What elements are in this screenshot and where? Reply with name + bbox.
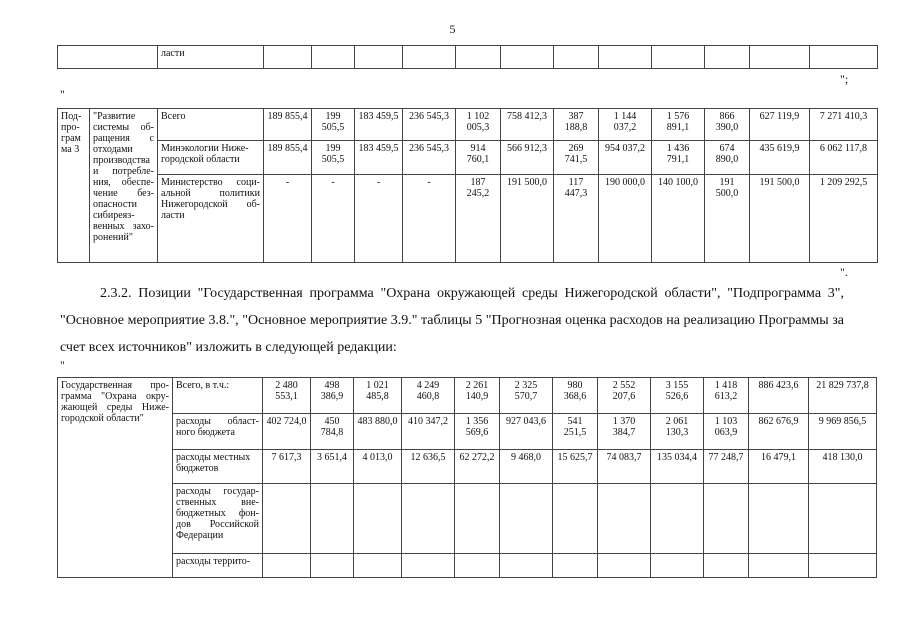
value-cell: 2 061 130,3 (651, 414, 704, 450)
page-number: 5 (449, 22, 456, 36)
quote-close-2: ". (840, 265, 848, 279)
value-cell: 191 500,0 (705, 175, 750, 263)
value-cell: 2 552 207,6 (598, 378, 651, 414)
value-cell: 12 636,5 (402, 450, 455, 484)
value-cell: 927 043,6 (500, 414, 553, 450)
subprogram-3-table (57, 108, 878, 263)
fragment-cell: ласти (158, 46, 264, 69)
value-cell: 4 013,0 (354, 450, 402, 484)
value-cell: 9 468,0 (500, 450, 553, 484)
value-cell: 183 459,5 (355, 141, 403, 175)
value-cell: 1 144 037,2 (599, 109, 652, 141)
value-cell: 183 459,5 (355, 109, 403, 141)
quote-open-1: " (60, 87, 65, 101)
value-cell: 410 347,2 (402, 414, 455, 450)
value-cell: 418 130,0 (809, 450, 877, 484)
value-cell: 2 480 553,1 (263, 378, 311, 414)
value-cell: 886 423,6 (749, 378, 809, 414)
value-cell: - (264, 175, 312, 263)
value-cell: 450 784,8 (311, 414, 354, 450)
value-cell: 483 880,0 (354, 414, 402, 450)
value-cell: 1 209 292,5 (810, 175, 878, 263)
value-cell: 62 272,2 (455, 450, 500, 484)
value-cell: 627 119,9 (750, 109, 810, 141)
value-cell: 1 576 891,1 (652, 109, 705, 141)
value-cell: 914 760,1 (456, 141, 501, 175)
value-cell: 758 412,3 (501, 109, 554, 141)
value-cell: 387 188,8 (554, 109, 599, 141)
value-cell: 140 100,0 (652, 175, 705, 263)
row-label: Минэкологии Ниже-городской области (158, 141, 264, 175)
quote-open-2: " (60, 358, 65, 372)
value-cell: 199 505,5 (312, 141, 355, 175)
value-cell: 566 912,3 (501, 141, 554, 175)
value-cell: 189 855,4 (264, 109, 312, 141)
value-cell: 4 249 460,8 (402, 378, 455, 414)
table-row (58, 414, 877, 450)
table-row (58, 554, 877, 578)
value-cell: 2 261 140,9 (455, 378, 500, 414)
table-row (58, 378, 877, 414)
value-cell: 21 829 737,8 (809, 378, 877, 414)
value-cell: 862 676,9 (749, 414, 809, 450)
value-cell: 866 390,0 (705, 109, 750, 141)
row-label: расходы государ-ственных вне-бюджетных фон-дов Российской Федерации (173, 484, 263, 554)
value-cell: 189 855,4 (264, 141, 312, 175)
value-cell: 541 251,5 (553, 414, 598, 450)
value-cell: 402 724,0 (263, 414, 311, 450)
table-row (58, 450, 877, 484)
value-cell: 9 969 856,5 (809, 414, 877, 450)
value-cell: 7 271 410,3 (810, 109, 878, 141)
program-code: Под-про-грам ма 3 (58, 109, 90, 263)
value-cell: 117 447,3 (554, 175, 599, 263)
value-cell: 954 037,2 (599, 141, 652, 175)
value-cell: 1 021 485,8 (354, 378, 402, 414)
value-cell: 3 651,4 (311, 450, 354, 484)
value-cell: 2 325 570,7 (500, 378, 553, 414)
table-row (58, 109, 878, 141)
row-label: Всего (158, 109, 264, 141)
value-cell: 199 505,5 (312, 109, 355, 141)
amendment-paragraph: 2.3.2. Позиции "Государственная программа "Охрана окружающей среды Нижегородской области", "Подпрограмма 3", "Основное мероприятие 3.8.", "Основное мероприятие 3.9." таблицы 5 "Прогнозная оценка расходов на реализацию Программы за счет всех источников" изложить в следующей редакции: (60, 286, 844, 355)
value-cell: 6 062 117,8 (810, 141, 878, 175)
value-cell: 74 083,7 (598, 450, 651, 484)
value-cell: 435 619,9 (750, 141, 810, 175)
value-cell: 1 356 569,6 (455, 414, 500, 450)
value-cell: - (403, 175, 456, 263)
value-cell: 674 890,0 (705, 141, 750, 175)
value-cell: 236 545,3 (403, 141, 456, 175)
value-cell: 269 741,5 (554, 141, 599, 175)
value-cell: 1 370 384,7 (598, 414, 651, 450)
value-cell: 498 386,9 (311, 378, 354, 414)
value-cell: 1 418 613,2 (704, 378, 749, 414)
row-label: расходы област-ного бюджета (173, 414, 263, 450)
table-row (58, 175, 878, 263)
row-label: Министерство соци-альной политики Нижегородской об-ласти (158, 175, 264, 263)
table-row (58, 141, 878, 175)
value-cell: 187 245,2 (456, 175, 501, 263)
top-fragment-table (57, 45, 878, 69)
value-cell: 15 625,7 (553, 450, 598, 484)
row-label: расходы местных бюджетов (173, 450, 263, 484)
program-title: Государственная про-грамма "Охрана окру-жающей среды Ниже-городской области" (58, 378, 173, 578)
value-cell: 980 368,6 (553, 378, 598, 414)
value-cell: 236 545,3 (403, 109, 456, 141)
program-title: "Развитие системы об-ращения с отходами производства и потребле-ния, обеспе-чение без-опасности сибиреяз-венных захо-ронений" (90, 109, 158, 263)
value-cell: 191 500,0 (750, 175, 810, 263)
value-cell: 190 000,0 (599, 175, 652, 263)
value-cell: 77 248,7 (704, 450, 749, 484)
state-program-table (57, 377, 877, 578)
row-label: расходы террито- (173, 554, 263, 578)
value-cell: - (312, 175, 355, 263)
table-row (58, 484, 877, 554)
value-cell: 16 479,1 (749, 450, 809, 484)
value-cell: 1 102 005,3 (456, 109, 501, 141)
row-label: Всего, в т.ч.: (173, 378, 263, 414)
value-cell: 1 103 063,9 (704, 414, 749, 450)
quote-close-1: "; (840, 72, 849, 86)
value-cell: 7 617,3 (263, 450, 311, 484)
value-cell: 191 500,0 (501, 175, 554, 263)
value-cell: - (355, 175, 403, 263)
fragment-cell (58, 46, 158, 69)
value-cell: 1 436 791,1 (652, 141, 705, 175)
value-cell: 135 034,4 (651, 450, 704, 484)
value-cell: 3 155 526,6 (651, 378, 704, 414)
